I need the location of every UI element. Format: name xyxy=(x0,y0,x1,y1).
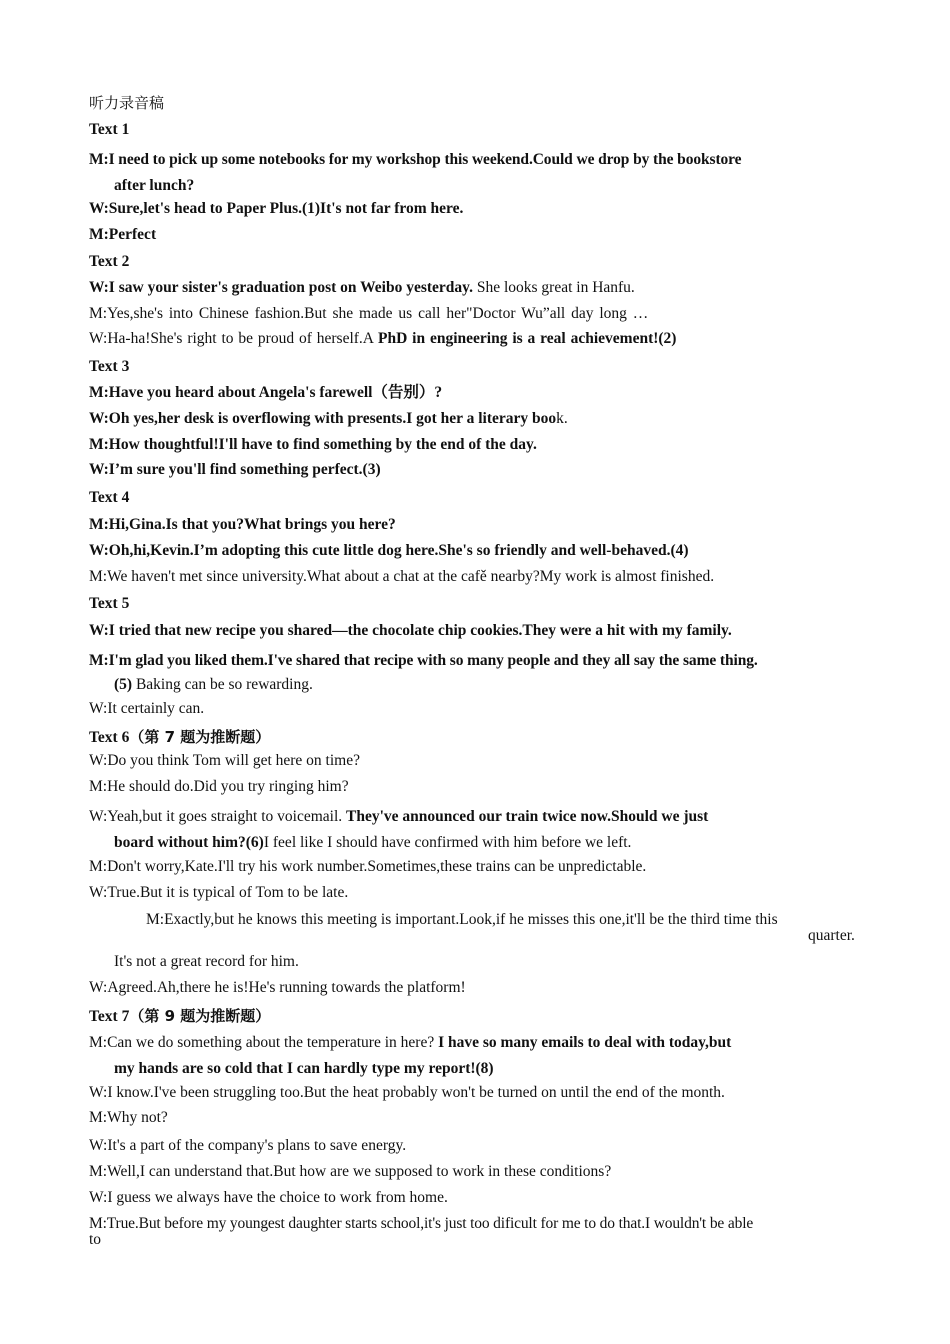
text-6-line-7: M:Exactly,but he knows this meeting is important.Look,if he misses this one,it'll be the third time this xyxy=(146,911,778,928)
text-5-line-3: W:It certainly can. xyxy=(89,700,205,717)
document-title: 听力录音稿 xyxy=(89,94,165,112)
text-3-line-3: M:How thoughtful!I'll have to find something by the end of the day. xyxy=(89,436,537,453)
text-7-line-8-end: to xyxy=(89,1231,102,1248)
text-7-heading-label: Text 7 xyxy=(89,1008,130,1025)
text-6-line-9: W:Agreed.Ah,there he is!He's running towards the platform! xyxy=(89,979,466,996)
text-6-heading-note: （第 7 题为推断题） xyxy=(129,728,271,746)
text-2-line-1 xyxy=(89,276,849,300)
text-2-line-3-a: W:Ha-ha!She's right to be proud of herself.A xyxy=(89,330,379,347)
text-6-line-5: M:Don't worry,Kate.I'll try his work number.Sometimes,these trains can be unpredictable. xyxy=(89,858,647,875)
text-7-line-3: W:I know.I've been struggling too.But the heat probably won't be turned on until the end of the month. xyxy=(89,1084,725,1101)
text-5-heading: Text 5 xyxy=(89,595,130,612)
text-3-line-2 xyxy=(89,407,849,431)
text-3-line-1: M:Have you heard about Angela's farewell（告别）? xyxy=(89,384,443,401)
text-1-line-3: M:Perfect xyxy=(89,226,157,243)
text-6-line-8: It's not a great record for him. xyxy=(114,953,299,970)
text-1-heading: Text 1 xyxy=(89,121,130,138)
text-2-line-1-bold: W:I saw your sister's graduation post on Weibo yesterday. xyxy=(89,279,473,296)
text-6-heading-label: Text 6 xyxy=(89,729,130,746)
text-5-line-1: W:I tried that new recipe you shared—the chocolate chip cookies.They were a hit with my family. xyxy=(89,622,732,639)
text-5-line-2-rest: Baking can be so rewarding. xyxy=(132,676,313,693)
text-7-line-7: W:I guess we always have the choice to work from home. xyxy=(89,1189,448,1206)
text-7-line-5: W:It's a part of the company's plans to save energy. xyxy=(89,1137,407,1154)
text-6-line-4 xyxy=(114,831,631,855)
text-6-line-1: W:Do you think Tom will get here on time? xyxy=(89,752,360,769)
text-2-line-3-bold: PhD in engineering is a real achievement!(2) xyxy=(378,330,677,347)
text-3-line-4: W:I’m sure you'll find something perfect.(3) xyxy=(89,461,381,478)
text-6-line-7-end: quarter. xyxy=(808,927,855,944)
text-6-line-4-bold: board without him?(6) xyxy=(114,834,264,851)
text-1-line-1-cont: after lunch? xyxy=(114,177,195,194)
text-6-line-6: W:True.But it is typical of Tom to be late. xyxy=(89,884,349,901)
text-7-line-4: M:Why not? xyxy=(89,1109,168,1126)
text-3-line-2-rest: k. xyxy=(556,410,568,427)
text-4-line-1: M:Hi,Gina.Is that you?What brings you here? xyxy=(89,516,396,533)
text-6-line-3-bold: They've announced our train twice now.Should we just xyxy=(346,808,709,825)
text-5-line-2-cont xyxy=(114,673,313,697)
text-7-line-6: M:Well,I can understand that.But how are we supposed to work in these conditions? xyxy=(89,1163,612,1180)
text-7-line-8: M:True.But before my youngest daughter starts school,it's just too dificult for me to do that.I wouldn't be able xyxy=(89,1215,754,1232)
text-7-heading-note: （第 9 题为推断题） xyxy=(129,1007,271,1025)
text-1-line-1: M:I need to pick up some notebooks for my workshop this weekend.Could we drop by the bookstore xyxy=(89,151,742,168)
text-6-line-4-rest: I feel like I should have confirmed with him before we left. xyxy=(263,834,632,851)
text-6-line-2: M:He should do.Did you try ringing him? xyxy=(89,778,349,795)
text-5-line-2: M:I'm glad you liked them.I've shared that recipe with so many people and they all say the same thing. xyxy=(89,652,758,669)
text-2-line-2: M:Yes,she's into Chinese fashion.But she made us call her"Doctor Wu”all day long … xyxy=(89,305,649,322)
text-2-heading: Text 2 xyxy=(89,253,130,270)
text-4-line-3: M:We haven't met since university.What about a chat at the cafě nearby?My work is almost finished. xyxy=(89,568,715,585)
text-7-line-2: my hands are so cold that I can hardly type my report!(8) xyxy=(114,1060,494,1077)
text-2-line-3 xyxy=(89,327,849,351)
text-3-line-2-bold: W:Oh yes,her desk is overflowing with presents.I got her a literary boo xyxy=(89,410,557,427)
text-3-heading: Text 3 xyxy=(89,358,130,375)
text-1-line-2: W:Sure,let's head to Paper Plus.(1)It's not far from here. xyxy=(89,200,464,217)
text-7-heading xyxy=(89,1004,849,1029)
text-7-line-1 xyxy=(89,1031,849,1055)
text-2-line-1-rest: She looks great in Hanfu. xyxy=(472,279,635,296)
text-4-heading: Text 4 xyxy=(89,489,130,506)
text-6-line-3 xyxy=(89,805,849,829)
text-6-line-3-a: W:Yeah,but it goes straight to voicemail. xyxy=(89,808,347,825)
text-7-line-1-a: M:Can we do something about the temperature in here? xyxy=(89,1034,439,1051)
text-7-line-1-bold: I have so many emails to deal with today,but xyxy=(438,1034,732,1051)
text-4-line-2: W:Oh,hi,Kevin.I’m adopting this cute little dog here.She's so friendly and well-behaved.(4) xyxy=(89,542,689,559)
text-5-line-2-bold: (5) xyxy=(114,676,133,693)
text-6-heading xyxy=(89,725,849,750)
